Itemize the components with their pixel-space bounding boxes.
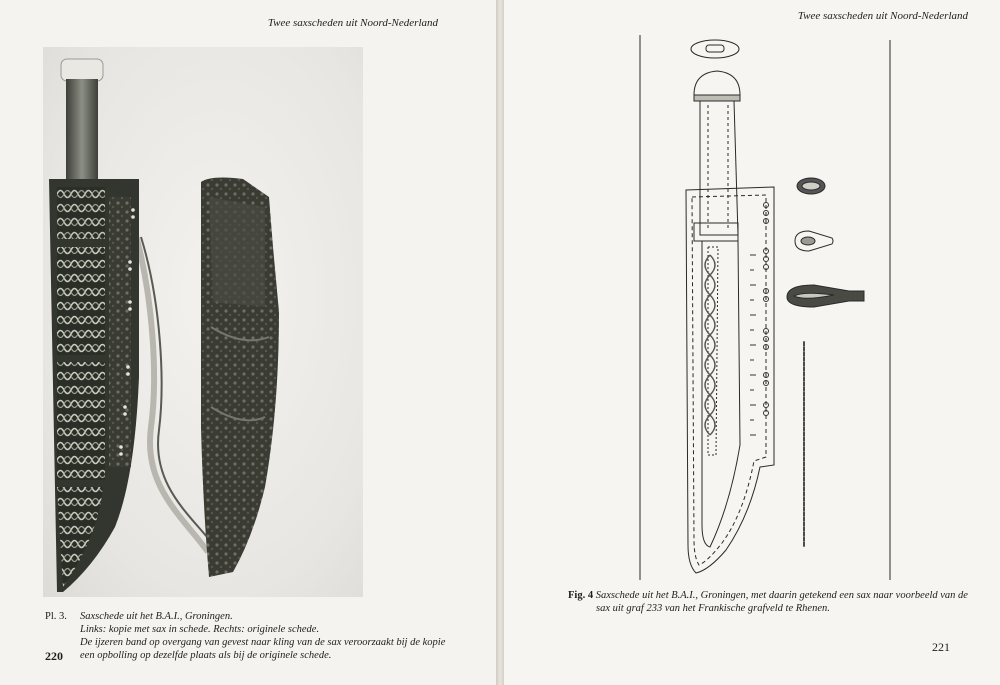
scabbard-outline [686,187,774,573]
running-head-right: Twee saxscheden uit Noord-Nederland [797,10,968,22]
left-page [0,0,496,685]
running-head-left: Twee saxscheden uit Noord-Nederland [267,17,438,29]
sax-blade [702,241,740,547]
figure-caption-line-2: sax uit graf 233 van het Frankische grafveld te Rhenen. [596,603,830,614]
guard-band [694,223,738,241]
sax-grip [700,101,738,235]
plate-caption-line-4: een opbolling op dezelfde plaats als bij de originele schede. [80,650,332,661]
plate-caption-line-1: Saxschede uit het B.A.I., Groningen. [80,611,233,622]
hilt-grip [66,79,98,183]
right-page [504,0,1000,685]
plate-caption-line-2: Links: kopie met sax in schede. Rechts: originele schede. [80,624,320,635]
plate-caption [45,610,445,662]
plate-label: Pl. 3. [45,611,67,622]
plate-photograph [43,47,363,597]
figure-caption-line-1: Saxschede uit het B.A.I., Groningen, met daarin getekend een sax naar voorbeeld van de [595,590,968,601]
ruler-scale [750,255,756,435]
figure-caption [568,589,968,615]
hilt-pommel [61,59,103,81]
page-number-left: 220 [45,649,63,663]
technical-drawing [504,25,1000,585]
pommel-cap [694,71,740,95]
plate-caption-line-3: De ijzeren band op overgang van gevest naar kling van de sax veroorzaakt bij de kopie [80,637,446,648]
pommel-section [691,40,739,58]
figure-label: Fig. 4 [568,590,594,601]
page-number-right: 221 [932,640,950,654]
scabbard-strap [135,232,208,552]
book-gutter [496,0,504,685]
